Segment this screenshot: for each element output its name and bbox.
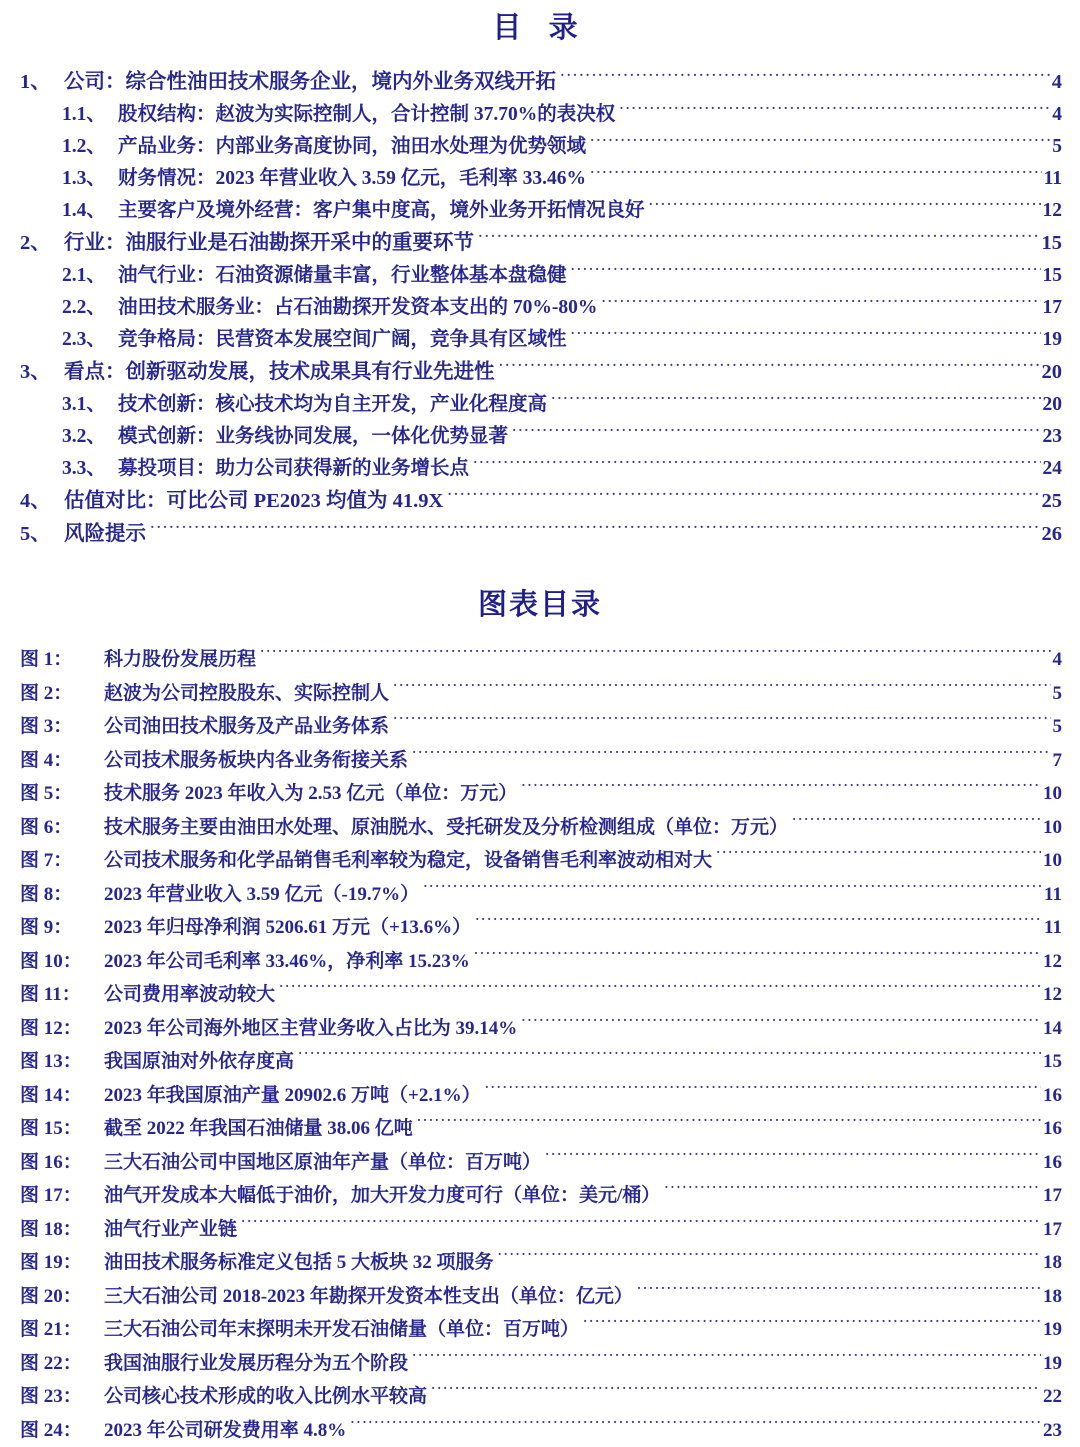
- dot-leader: [571, 326, 1041, 346]
- toc-entry-level-2[interactable]: [18, 260, 1062, 292]
- dot-leader: [350, 1417, 1041, 1436]
- dot-leader: [298, 1048, 1041, 1067]
- dot-leader: [150, 520, 1040, 541]
- toc-entry-level-1[interactable]: [18, 485, 1062, 518]
- page-number: 16: [1042, 1146, 1062, 1180]
- figure-entry[interactable]: [18, 1347, 1062, 1381]
- entry-number: 图 11：: [18, 978, 104, 1012]
- figure-entry[interactable]: [18, 1045, 1062, 1079]
- page-number: 11: [1043, 163, 1062, 195]
- entry-number: 图 5：: [18, 777, 104, 811]
- page-title-toc: 目 录: [18, 0, 1062, 48]
- dot-leader: [560, 68, 1050, 89]
- dot-leader: [417, 1115, 1041, 1134]
- page-number: 15: [1041, 227, 1063, 260]
- dot-leader: [545, 1149, 1041, 1168]
- figure-entry[interactable]: [18, 911, 1062, 945]
- dot-leader: [571, 262, 1041, 282]
- table-of-contents: [18, 66, 1062, 551]
- dot-leader: [521, 780, 1041, 799]
- entry-label: 2023 年公司海外地区主营业务收入占比为 39.14%: [104, 1012, 520, 1046]
- entry-label: 三大石油公司中国地区原油年产量（单位：百万吨）: [104, 1146, 544, 1180]
- dot-leader: [551, 391, 1040, 411]
- entry-label: 风险提示: [64, 518, 149, 551]
- entry-label: 募投项目：助力公司获得新的业务增长点: [118, 453, 472, 485]
- entry-label: 公司：综合性油田技术服务企业，境内外业务双线开拓: [64, 66, 559, 99]
- figure-entry[interactable]: [18, 710, 1062, 744]
- entry-label: 2023 年我国原油产量 20902.6 万吨（+2.1%）: [104, 1079, 484, 1113]
- entry-label: 竞争格局：民营资本发展空间广阔，竞争具有区域性: [118, 324, 570, 356]
- entry-label: 2023 年公司毛利率 33.46%，净利率 15.23%: [104, 945, 473, 979]
- toc-entry-level-1[interactable]: [18, 66, 1062, 99]
- figure-entry[interactable]: [18, 1079, 1062, 1113]
- page-title-figures: 图表目录: [18, 585, 1062, 625]
- page-number: 20: [1041, 356, 1063, 389]
- page-number: 17: [1042, 292, 1063, 324]
- entry-label: 股权结构：赵波为实际控制人，合计控制 37.70%的表决权: [118, 99, 618, 131]
- page-number: 16: [1042, 1112, 1062, 1146]
- entry-label: 赵波为公司控股股东、实际控制人: [104, 677, 392, 711]
- entry-number: 3、: [18, 356, 64, 389]
- toc-entry-level-2[interactable]: [18, 453, 1062, 485]
- page-number: 24: [1042, 453, 1063, 485]
- figure-entry[interactable]: [18, 643, 1062, 677]
- entry-number: 图 8：: [18, 878, 104, 912]
- figures-title-spacer: [18, 625, 1062, 643]
- page-number: 17: [1042, 1213, 1062, 1247]
- dot-leader: [241, 1216, 1041, 1235]
- entry-label: 油田技术服务标准定义包括 5 大板块 32 项服务: [104, 1246, 497, 1280]
- entry-number: 1.3、: [18, 163, 118, 195]
- entry-number: 4、: [18, 485, 64, 518]
- figure-entry[interactable]: [18, 1179, 1062, 1213]
- dot-leader: [583, 1316, 1041, 1335]
- dot-leader: [590, 133, 1050, 153]
- dot-leader: [412, 1350, 1041, 1369]
- entry-label: 截至 2022 年我国石油储量 38.06 亿吨: [104, 1112, 416, 1146]
- figure-entry[interactable]: [18, 1112, 1062, 1146]
- figure-entry[interactable]: [18, 844, 1062, 878]
- page-number: 19: [1042, 1313, 1062, 1347]
- list-of-figures: [18, 643, 1062, 1447]
- figure-entry[interactable]: [18, 1380, 1062, 1414]
- dot-leader: [474, 948, 1041, 967]
- entry-number: 图 7：: [18, 844, 104, 878]
- entry-label: 公司油田技术服务及产品业务体系: [104, 710, 392, 744]
- dot-leader: [431, 1383, 1041, 1402]
- dot-leader: [478, 229, 1040, 250]
- figure-entry[interactable]: [18, 777, 1062, 811]
- toc-entry-level-2[interactable]: [18, 389, 1062, 421]
- dot-leader: [637, 1283, 1041, 1302]
- entry-number: 2.1、: [18, 260, 118, 292]
- title-spacer: [18, 48, 1062, 66]
- page-number: 23: [1042, 421, 1063, 453]
- entry-label: 我国油服行业发展历程分为五个阶段: [104, 1347, 411, 1381]
- dot-leader: [499, 358, 1040, 379]
- entry-label: 2023 年归母净利润 5206.61 万元（+13.6%）: [104, 911, 474, 945]
- entry-number: 图 6：: [18, 811, 104, 845]
- page-number: 23: [1042, 1414, 1062, 1447]
- entry-number: 图 16：: [18, 1146, 104, 1180]
- dot-leader: [485, 1082, 1041, 1101]
- dot-leader: [423, 881, 1042, 900]
- figure-entry[interactable]: [18, 1280, 1062, 1314]
- dot-leader: [447, 487, 1039, 508]
- figure-entry[interactable]: [18, 978, 1062, 1012]
- figure-entry[interactable]: [18, 1246, 1062, 1280]
- dot-leader: [393, 680, 1050, 699]
- entry-label: 主要客户及境外经营：客户集中度高，境外业务开拓情况良好: [118, 195, 648, 227]
- toc-entry-level-2[interactable]: [18, 421, 1062, 453]
- entry-label: 三大石油公司年末探明未开发石油储量（单位：百万吨）: [104, 1313, 582, 1347]
- entry-label: 三大石油公司 2018-2023 年勘探开发资本性支出（单位：亿元）: [104, 1280, 636, 1314]
- page-number: 12: [1042, 978, 1062, 1012]
- page-number: 4: [1051, 99, 1062, 131]
- entry-label: 看点：创新驱动发展，技术成果具有行业先进性: [64, 356, 498, 389]
- dot-leader: [393, 713, 1050, 732]
- toc-entry-level-2[interactable]: [18, 99, 1062, 131]
- entry-label: 油田技术服务业：占石油勘探开发资本支出的 70%-80%: [118, 292, 600, 324]
- toc-entry-level-1[interactable]: [18, 356, 1062, 389]
- figure-entry[interactable]: [18, 1146, 1062, 1180]
- entry-number: 图 3：: [18, 710, 104, 744]
- entry-number: 5、: [18, 518, 64, 551]
- figure-entry[interactable]: [18, 677, 1062, 711]
- dot-leader: [521, 1015, 1041, 1034]
- entry-number: 图 21：: [18, 1313, 104, 1347]
- entry-label: 模式创新：业务线协同发展，一体化优势显著: [118, 421, 511, 453]
- entry-number: 3.3、: [18, 453, 118, 485]
- toc-entry-level-2[interactable]: [18, 131, 1062, 163]
- entry-number: 图 20：: [18, 1280, 104, 1314]
- dot-leader: [664, 1182, 1041, 1201]
- entry-number: 图 18：: [18, 1213, 104, 1247]
- entry-number: 1、: [18, 66, 64, 99]
- toc-entry-level-2[interactable]: [18, 292, 1062, 324]
- dot-leader: [279, 981, 1041, 1000]
- entry-label: 公司技术服务板块内各业务衔接关系: [104, 744, 411, 778]
- entry-label: 油气行业产业链: [104, 1213, 240, 1247]
- entry-label: 技术服务 2023 年收入为 2.53 亿元（单位：万元）: [104, 777, 520, 811]
- page-number: 10: [1042, 844, 1062, 878]
- entry-label: 估值对比：可比公司 PE2023 均值为 41.9X: [64, 485, 446, 518]
- dot-leader: [590, 165, 1042, 185]
- entry-number: 图 10：: [18, 945, 104, 979]
- page-number: 11: [1043, 911, 1062, 945]
- entry-label: 油气开发成本大幅低于油价，加大开发力度可行（单位：美元/桶）: [104, 1179, 663, 1213]
- entry-label: 技术服务主要由油田水处理、原油脱水、受托研发及分析检测组成（单位：万元）: [104, 811, 791, 845]
- dot-leader: [412, 747, 1050, 766]
- entry-label: 油气行业：石油资源储量丰富，行业整体基本盘稳健: [118, 260, 570, 292]
- dot-leader: [619, 101, 1050, 121]
- page-number: 12: [1042, 945, 1062, 979]
- entry-label: 行业：油服行业是石油勘探开采中的重要环节: [64, 227, 477, 260]
- page-number: 25: [1041, 485, 1063, 518]
- dot-leader: [498, 1249, 1041, 1268]
- entry-number: 图 17：: [18, 1179, 104, 1213]
- page-number: 15: [1042, 1045, 1062, 1079]
- dot-leader: [792, 814, 1041, 833]
- page-number: 4: [1052, 643, 1063, 677]
- page-number: 10: [1042, 777, 1062, 811]
- entry-label: 我国原油对外依存度高: [104, 1045, 297, 1079]
- dot-leader: [475, 914, 1042, 933]
- entry-label: 公司技术服务和化学品销售毛利率较为稳定，设备销售毛利率波动相对大: [104, 844, 715, 878]
- page-number: 4: [1051, 66, 1062, 99]
- entry-number: 图 9：: [18, 911, 104, 945]
- dot-leader: [601, 294, 1040, 314]
- page-number: 18: [1042, 1246, 1062, 1280]
- entry-label: 2023 年营业收入 3.59 亿元（-19.7%）: [104, 878, 422, 912]
- page-number: 15: [1042, 260, 1063, 292]
- entry-label: 公司费用率波动较大: [104, 978, 278, 1012]
- page-number: 16: [1042, 1079, 1062, 1113]
- entry-number: 图 19：: [18, 1246, 104, 1280]
- toc-entry-level-1[interactable]: [18, 518, 1062, 551]
- figure-entry[interactable]: [18, 1414, 1062, 1447]
- page-number: 20: [1042, 389, 1063, 421]
- page-number: 5: [1051, 131, 1062, 163]
- page-number: 18: [1042, 1280, 1062, 1314]
- figure-entry[interactable]: [18, 945, 1062, 979]
- page-number: 11: [1043, 878, 1062, 912]
- figure-entry[interactable]: [18, 811, 1062, 845]
- toc-entry-level-2[interactable]: [18, 163, 1062, 195]
- entry-number: 3.1、: [18, 389, 118, 421]
- entry-label: 产品业务：内部业务高度协同，油田水处理为优势领域: [118, 131, 589, 163]
- page-number: 19: [1042, 1347, 1062, 1381]
- page-number: 14: [1042, 1012, 1062, 1046]
- entry-number: 图 4：: [18, 744, 104, 778]
- page-number: 10: [1042, 811, 1062, 845]
- entry-number: 图 15：: [18, 1112, 104, 1146]
- entry-number: 1.4、: [18, 195, 118, 227]
- figure-entry[interactable]: [18, 1213, 1062, 1247]
- entry-label: 财务情况：2023 年营业收入 3.59 亿元，毛利率 33.46%: [118, 163, 589, 195]
- toc-entry-level-2[interactable]: [18, 195, 1062, 227]
- page-number: 12: [1042, 195, 1063, 227]
- entry-label: 技术创新：核心技术均为自主开发，产业化程度高: [118, 389, 550, 421]
- entry-number: 1.2、: [18, 131, 118, 163]
- dot-leader: [649, 197, 1041, 217]
- page-number: 19: [1042, 324, 1063, 356]
- page-number: 17: [1042, 1179, 1062, 1213]
- entry-number: 1.1、: [18, 99, 118, 131]
- entry-number: 图 23：: [18, 1380, 104, 1414]
- figure-entry[interactable]: [18, 744, 1062, 778]
- dot-leader: [716, 847, 1041, 866]
- figure-entry[interactable]: [18, 1313, 1062, 1347]
- entry-number: 图 12：: [18, 1012, 104, 1046]
- entry-label: 2023 年公司研发费用率 4.8%: [104, 1414, 349, 1447]
- dot-leader: [473, 455, 1040, 475]
- toc-entry-level-1[interactable]: [18, 227, 1062, 260]
- entry-number: 3.2、: [18, 421, 118, 453]
- entry-number: 图 2：: [18, 677, 104, 711]
- entry-number: 图 24：: [18, 1414, 104, 1447]
- page-number: 5: [1052, 710, 1063, 744]
- entry-number: 图 13：: [18, 1045, 104, 1079]
- entry-number: 2、: [18, 227, 64, 260]
- entry-number: 2.3、: [18, 324, 118, 356]
- entry-number: 图 14：: [18, 1079, 104, 1113]
- figure-entry[interactable]: [18, 878, 1062, 912]
- toc-entry-level-2[interactable]: [18, 324, 1062, 356]
- page-number: 7: [1052, 744, 1063, 778]
- dot-leader: [512, 423, 1040, 443]
- entry-label: 科力股份发展历程: [104, 643, 259, 677]
- section-spacer: [18, 551, 1062, 585]
- figure-entry[interactable]: [18, 1012, 1062, 1046]
- dot-leader: [260, 646, 1050, 665]
- entry-number: 图 1：: [18, 643, 104, 677]
- page-number: 22: [1042, 1380, 1062, 1414]
- entry-label: 公司核心技术形成的收入比例水平较高: [104, 1380, 430, 1414]
- page-number: 26: [1041, 518, 1063, 551]
- page-number: 5: [1052, 677, 1063, 711]
- entry-number: 2.2、: [18, 292, 118, 324]
- entry-number: 图 22：: [18, 1347, 104, 1381]
